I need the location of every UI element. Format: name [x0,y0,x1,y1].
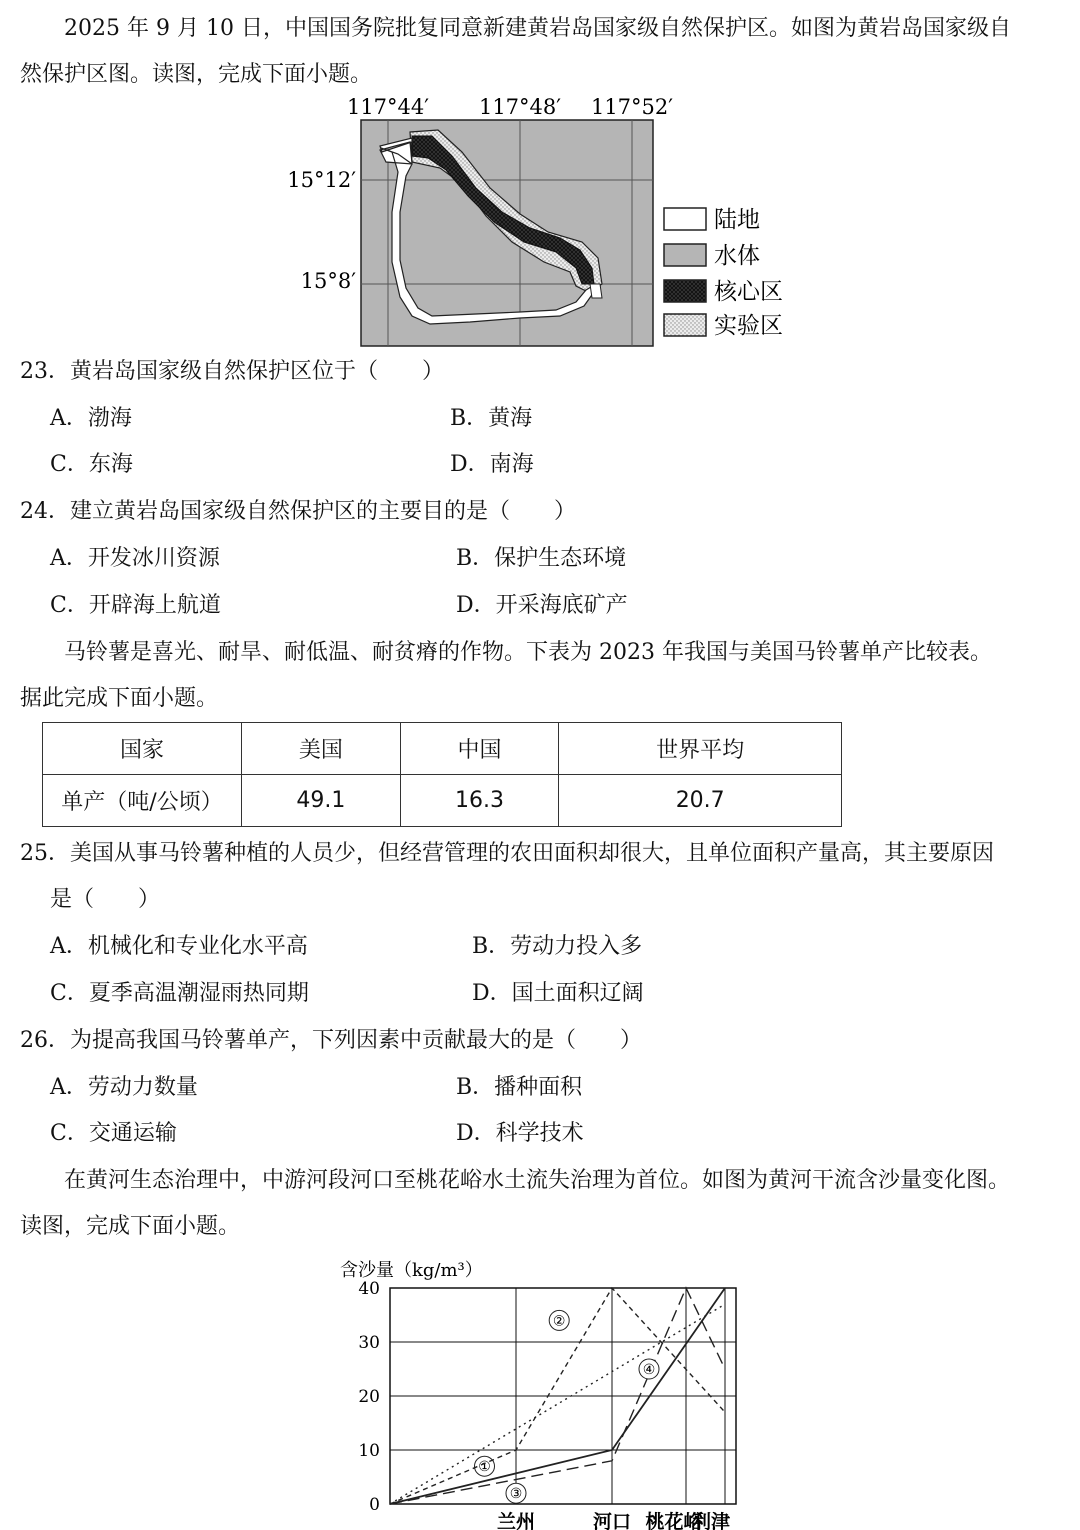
table-cell: 单产（吨/公顷） [43,775,242,827]
q24-option-a: A．开发冰川资源 [50,546,220,571]
x-station-label: 利津 [691,1511,731,1530]
question-25-stem-line-1: 25．美国从事马铃薯种植的人员少，但经营管理的农田面积却很大，且单位面积产量高，其主要原因 [20,841,994,866]
q25-option-a: A．机械化和专业化水平高 [50,934,308,959]
question-24-stem: 24．建立黄岩岛国家级自然保护区的主要目的是（ ） [20,499,576,524]
intro-paragraph-3 [20,1158,1065,1250]
q23-option-a: A．渤海 [50,406,132,431]
question-25-stem-line-2: 是（ ） [50,887,161,912]
q26-option-b: B．播种面积 [456,1075,583,1100]
huangyan-island-map [280,92,800,354]
series-line-1 [390,1304,725,1504]
x-station-label: 兰州 [496,1511,536,1530]
lon-label-1: 117°44′ [346,95,430,119]
lat-label-2: 15°8′ [300,269,356,293]
legend-label-land: 陆地 [714,207,760,233]
lat-label-1: 15°12′ [287,168,356,192]
y-tick-labels [358,1279,380,1515]
table-header-row [43,723,842,775]
table-cell: 20.7 [559,775,842,827]
y-tick-label: 30 [358,1333,380,1353]
legend-swatch-land [664,208,706,230]
series-label-2: ② [552,1313,566,1330]
legend-swatch-core [664,280,706,302]
lon-label-2: 117°48′ [478,95,562,119]
series-label-3: ③ [509,1486,523,1503]
legend-swatch-water [664,244,706,266]
q25-option-b: B．劳动力投入多 [472,934,643,959]
y-tick-label: 20 [358,1387,380,1407]
intro-2-line-2: 据此完成下面小题。 [20,686,219,711]
x-station-labels [497,1510,731,1530]
q23-option-c: C．东海 [50,452,133,477]
q25-option-c: C．夏季高温潮湿雨热同期 [50,981,309,1006]
q24-option-b: B．保护生态环境 [456,546,627,571]
q24-option-c: C．开辟海上航道 [50,593,221,618]
question-23-stem: 23．黄岩岛国家级自然保护区位于（ ） [20,359,444,384]
legend-swatch-experiment [664,314,706,336]
x-station-label: 桃花峪 [645,1511,703,1530]
legend-label-core: 核心区 [714,279,783,305]
q26-option-c: C．交通运输 [50,1121,177,1146]
intro-2-line-1: 马铃薯是喜光、耐旱、耐低温、耐贫瘠的作物。下表为 2023 年我国与美国马铃薯单产比较表。 [64,640,992,665]
y-tick-label: 10 [358,1441,380,1461]
q23-option-b: B．黄海 [450,406,533,431]
question-26-stem: 26．为提高我国马铃薯单产，下列因素中贡献最大的是（ ） [20,1028,642,1053]
q24-option-d: D．开采海底矿产 [456,593,628,618]
legend-label-water: 水体 [714,243,760,269]
legend-label-experiment: 实验区 [714,313,783,339]
intro-1-line-2: 然保护区图。读图，完成下面小题。 [20,62,373,87]
sediment-concentration-chart [320,1252,760,1530]
table-header-cell: 中国 [400,723,559,775]
table-header-cell: 国家 [43,723,242,775]
table-row [43,775,842,827]
q26-option-d: D．科学技术 [456,1121,584,1146]
table-header-cell: 世界平均 [559,723,842,775]
land-reef-tip [590,284,602,298]
table-cell: 16.3 [400,775,559,827]
q23-option-d: D．南海 [450,452,534,477]
table-header-cell: 美国 [242,723,401,775]
intro-3-line-2: 读图，完成下面小题。 [20,1214,241,1239]
table-cell: 49.1 [242,775,401,827]
q26-option-a: A．劳动力数量 [50,1075,198,1100]
series-label-4: ④ [642,1362,656,1378]
lon-label-3: 117°52′ [590,95,674,119]
potato-yield-table [42,722,842,827]
intro-3-line-1: 在黄河生态治理中，中游河段河口至桃花峪水土流失治理为首位。如图为黄河干流含沙量变化图。 [64,1168,1011,1193]
intro-1-line-1: 2025 年 9 月 10 日，中国国务院批复同意新建黄岩岛国家级自然保护区。如图为黄岩岛国家级自 [64,16,1011,41]
x-station-label: 河口 [592,1511,632,1530]
q25-option-d: D．国土面积辽阔 [472,981,644,1006]
y-axis-label: 含沙量（kg/m³） [340,1260,483,1281]
y-tick-label: 40 [358,1279,380,1299]
intro-paragraph-2 [20,630,1065,722]
y-tick-label: 0 [369,1495,380,1515]
map-legend [664,207,783,339]
series-label-1: ① [478,1459,491,1476]
intro-paragraph-1 [20,6,1065,98]
